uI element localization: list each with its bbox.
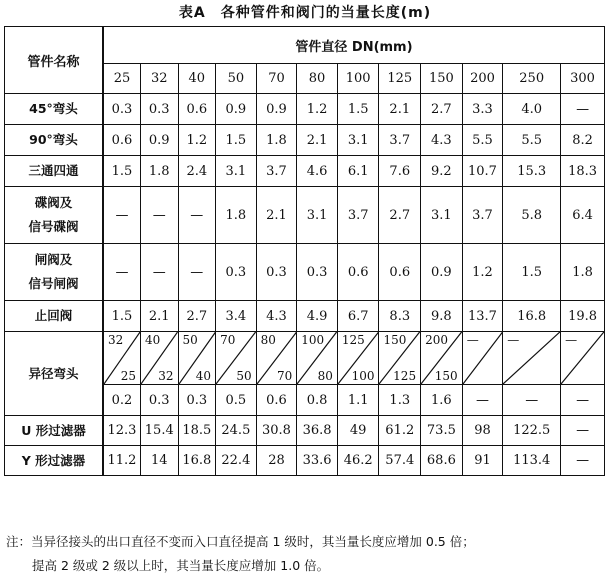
table-cell: 68.6 xyxy=(421,446,463,476)
diagonal-cell xyxy=(462,332,503,385)
diagonal-cell xyxy=(421,332,463,385)
equivalent-length-table xyxy=(4,26,605,476)
table-cell: 10.7 xyxy=(462,156,503,187)
diameter-header-cell: 250 xyxy=(503,64,561,94)
table-cell: — xyxy=(140,187,178,244)
table-cell: 2.1 xyxy=(140,301,178,332)
diameter-header-cell: 50 xyxy=(216,64,257,94)
outlet-diameter: 125 xyxy=(393,369,417,383)
diagonal-cell xyxy=(256,332,297,385)
table-row xyxy=(5,332,605,385)
inlet-diameter: 80 xyxy=(260,333,276,347)
table-cell: 22.4 xyxy=(216,446,257,476)
note-line-2: 提高 2 级或 2 级以上时，其当量长度应增加 1.0 倍。 xyxy=(32,558,330,573)
table-cell: 1.8 xyxy=(256,125,297,156)
table-cell: 0.6 xyxy=(178,94,216,125)
table-cell: 33.6 xyxy=(297,446,338,476)
table-cell: 1.5 xyxy=(503,244,561,301)
table-cell: 0.6 xyxy=(379,244,421,301)
table-cell: 5.5 xyxy=(503,125,561,156)
diagonal-cell xyxy=(379,332,421,385)
table-cell: 3.7 xyxy=(462,187,503,244)
inlet-diameter: 200 xyxy=(425,333,448,347)
diameter-header: 管件直径 DN(mm) xyxy=(103,27,605,64)
table-cell: 46.2 xyxy=(337,446,379,476)
diagonal-cell xyxy=(297,332,338,385)
table-row xyxy=(5,244,605,301)
note-line-1: 注：当异径接头的出口直径不变而入口直径提高 1 级时，其当量长度应增加 0.5 倍； xyxy=(6,534,475,549)
table-cell: 19.8 xyxy=(561,301,605,332)
diagonal-cell xyxy=(103,332,141,385)
table-cell: 3.7 xyxy=(256,156,297,187)
table-row xyxy=(5,301,605,332)
table-cell: 0.3 xyxy=(297,244,338,301)
diameter-header-cell: 300 xyxy=(561,64,605,94)
table-cell: 4.9 xyxy=(297,301,338,332)
row-label-line: 信号闸阀 xyxy=(28,276,79,291)
table-cell: 2.4 xyxy=(178,156,216,187)
table-cell: 1.1 xyxy=(337,385,379,416)
table-cell: 9.2 xyxy=(421,156,463,187)
row-label: 90°弯头 xyxy=(5,125,103,156)
table-cell: 1.2 xyxy=(178,125,216,156)
table-cell: 15.3 xyxy=(503,156,561,187)
table-cell: 18.3 xyxy=(561,156,605,187)
diagonal-cell xyxy=(140,332,178,385)
table-cell: 16.8 xyxy=(178,446,216,476)
outlet-diameter: 32 xyxy=(158,369,174,383)
table-cell: 16.8 xyxy=(503,301,561,332)
outlet-diameter: 70 xyxy=(276,369,293,383)
table-cell: 8.3 xyxy=(379,301,421,332)
table-cell: 2.7 xyxy=(178,301,216,332)
table-cell: 49 xyxy=(337,416,379,446)
inlet-diameter: 40 xyxy=(144,333,161,347)
table-cell: — xyxy=(103,187,141,244)
table-cell: 1.6 xyxy=(421,385,463,416)
diameter-header-cell: 125 xyxy=(379,64,421,94)
row-label-line: 闸阀及 xyxy=(34,252,73,267)
diameter-header-cell: 40 xyxy=(178,64,216,94)
outlet-diameter: 50 xyxy=(236,369,252,383)
table-cell: 57.4 xyxy=(379,446,421,476)
outlet-diameter: 40 xyxy=(195,369,212,383)
table-cell: 0.3 xyxy=(256,244,297,301)
diagonal-cell xyxy=(216,332,257,385)
inlet-diameter: 50 xyxy=(182,333,198,347)
table-cell: 0.6 xyxy=(103,125,141,156)
diameter-header-cell: 70 xyxy=(256,64,297,94)
table-cell: 73.5 xyxy=(421,416,463,446)
table-note xyxy=(6,530,475,578)
table-cell: 0.8 xyxy=(297,385,338,416)
table-cell: 3.1 xyxy=(337,125,379,156)
table-cell: 6.7 xyxy=(337,301,379,332)
table-cell: 0.9 xyxy=(140,125,178,156)
table-cell: 0.9 xyxy=(216,94,257,125)
table-cell: 1.5 xyxy=(103,301,141,332)
table-row xyxy=(5,125,605,156)
table-cell: 0.3 xyxy=(140,385,178,416)
inlet-diameter: — xyxy=(507,333,520,347)
inlet-diameter: 125 xyxy=(341,333,365,347)
table-cell: 0.9 xyxy=(421,244,463,301)
diagonal-cell xyxy=(178,332,216,385)
table-cell: 98 xyxy=(462,416,503,446)
table-cell: 3.1 xyxy=(297,187,338,244)
diameter-header-cell: 100 xyxy=(337,64,379,94)
outlet-diameter: 150 xyxy=(434,369,458,383)
table-cell: 3.1 xyxy=(421,187,463,244)
row-label: 45°弯头 xyxy=(5,94,103,125)
table-cell: 1.8 xyxy=(561,244,605,301)
table-cell: 30.8 xyxy=(256,416,297,446)
table-cell: 0.6 xyxy=(256,385,297,416)
table-cell: 3.4 xyxy=(216,301,257,332)
inlet-diameter: 32 xyxy=(107,333,124,347)
outlet-diameter: 100 xyxy=(351,369,375,383)
table-cell: 9.8 xyxy=(421,301,463,332)
table-cell: 2.1 xyxy=(379,94,421,125)
row-label: Y 形过滤器 xyxy=(5,446,103,476)
table-cell: 1.8 xyxy=(140,156,178,187)
outlet-diameter: 80 xyxy=(317,369,333,383)
table-cell: 4.6 xyxy=(297,156,338,187)
table-cell: 91 xyxy=(462,446,503,476)
table-cell: 61.2 xyxy=(379,416,421,446)
table-cell: 0.3 xyxy=(140,94,178,125)
table-row xyxy=(5,156,605,187)
table-row xyxy=(5,416,605,446)
table-cell: 2.1 xyxy=(297,125,338,156)
diagonal-cell xyxy=(337,332,379,385)
table-cell: 3.7 xyxy=(337,187,379,244)
table-cell: 5.8 xyxy=(503,187,561,244)
table-cell: — xyxy=(140,244,178,301)
table-cell: 0.3 xyxy=(103,94,141,125)
name-column-header: 管件名称 xyxy=(5,27,103,94)
table-cell: 6.4 xyxy=(561,187,605,244)
table-cell: 28 xyxy=(256,446,297,476)
table-title: 表A 各种管件和阀门的当量长度(m) xyxy=(178,5,432,21)
table-cell: 113.4 xyxy=(503,446,561,476)
table-cell: — xyxy=(178,187,216,244)
row-label xyxy=(5,244,103,301)
table-row xyxy=(5,446,605,476)
table-cell: 11.2 xyxy=(103,446,141,476)
table-cell: 1.2 xyxy=(462,244,503,301)
diameter-header-cell: 32 xyxy=(140,64,178,94)
table-cell: — xyxy=(462,385,503,416)
table-cell: — xyxy=(561,385,605,416)
table-cell: — xyxy=(561,446,605,476)
diagonal-cell xyxy=(503,332,561,385)
inlet-diameter: 100 xyxy=(301,333,325,347)
inlet-diameter: 70 xyxy=(220,333,236,347)
inlet-diameter: 150 xyxy=(383,333,407,347)
table-cell: 14 xyxy=(140,446,178,476)
table-cell: 5.5 xyxy=(462,125,503,156)
table-cell: 0.3 xyxy=(178,385,216,416)
table-row xyxy=(5,187,605,244)
table-cell: — xyxy=(561,416,605,446)
row-label: U 形过滤器 xyxy=(5,416,103,446)
table-cell: 0.5 xyxy=(216,385,257,416)
table-cell: 36.8 xyxy=(297,416,338,446)
table-cell: 122.5 xyxy=(503,416,561,446)
row-label: 三通四通 xyxy=(5,156,103,187)
row-label-line: 碟阀及 xyxy=(34,195,73,210)
table-cell: 0.9 xyxy=(256,94,297,125)
table-cell: 4.0 xyxy=(503,94,561,125)
table-cell: — xyxy=(178,244,216,301)
table-cell: 1.5 xyxy=(216,125,257,156)
diagonal-cell xyxy=(561,332,605,385)
table-cell: 18.5 xyxy=(178,416,216,446)
row-label: 异径弯头 xyxy=(5,332,103,416)
table-cell: 2.1 xyxy=(256,187,297,244)
table-cell: 1.2 xyxy=(297,94,338,125)
table-cell: — xyxy=(503,385,561,416)
table-cell: 7.6 xyxy=(379,156,421,187)
table-cell: 0.2 xyxy=(103,385,141,416)
table-row xyxy=(5,94,605,125)
diameter-header-cell: 200 xyxy=(462,64,503,94)
diameter-header-cell: 150 xyxy=(421,64,463,94)
table-cell: 0.3 xyxy=(216,244,257,301)
inlet-diameter: — xyxy=(466,333,479,347)
table-cell: 3.7 xyxy=(379,125,421,156)
table-cell: 3.3 xyxy=(462,94,503,125)
table-cell: 12.3 xyxy=(103,416,141,446)
outlet-diameter: 25 xyxy=(120,369,136,383)
table-cell: — xyxy=(561,94,605,125)
table-cell: 24.5 xyxy=(216,416,257,446)
table-cell: 4.3 xyxy=(421,125,463,156)
table-cell: 0.6 xyxy=(337,244,379,301)
table-cell: 1.5 xyxy=(103,156,141,187)
diameter-header-cell: 25 xyxy=(103,64,141,94)
row-label-line: 信号碟阀 xyxy=(28,219,79,234)
table-cell: 2.7 xyxy=(379,187,421,244)
table-cell: 1.5 xyxy=(337,94,379,125)
table-cell: 1.3 xyxy=(379,385,421,416)
diameter-header-cell: 80 xyxy=(297,64,338,94)
inlet-diameter: — xyxy=(565,333,578,347)
table-cell: 2.7 xyxy=(421,94,463,125)
table-cell: 6.1 xyxy=(337,156,379,187)
table-cell: 8.2 xyxy=(561,125,605,156)
table-cell: 13.7 xyxy=(462,301,503,332)
table-cell: — xyxy=(103,244,141,301)
table-cell: 4.3 xyxy=(256,301,297,332)
row-label: 止回阀 xyxy=(5,301,103,332)
table-cell: 3.1 xyxy=(216,156,257,187)
table-cell: 1.8 xyxy=(216,187,257,244)
row-label xyxy=(5,187,103,244)
table-cell: 15.4 xyxy=(140,416,178,446)
